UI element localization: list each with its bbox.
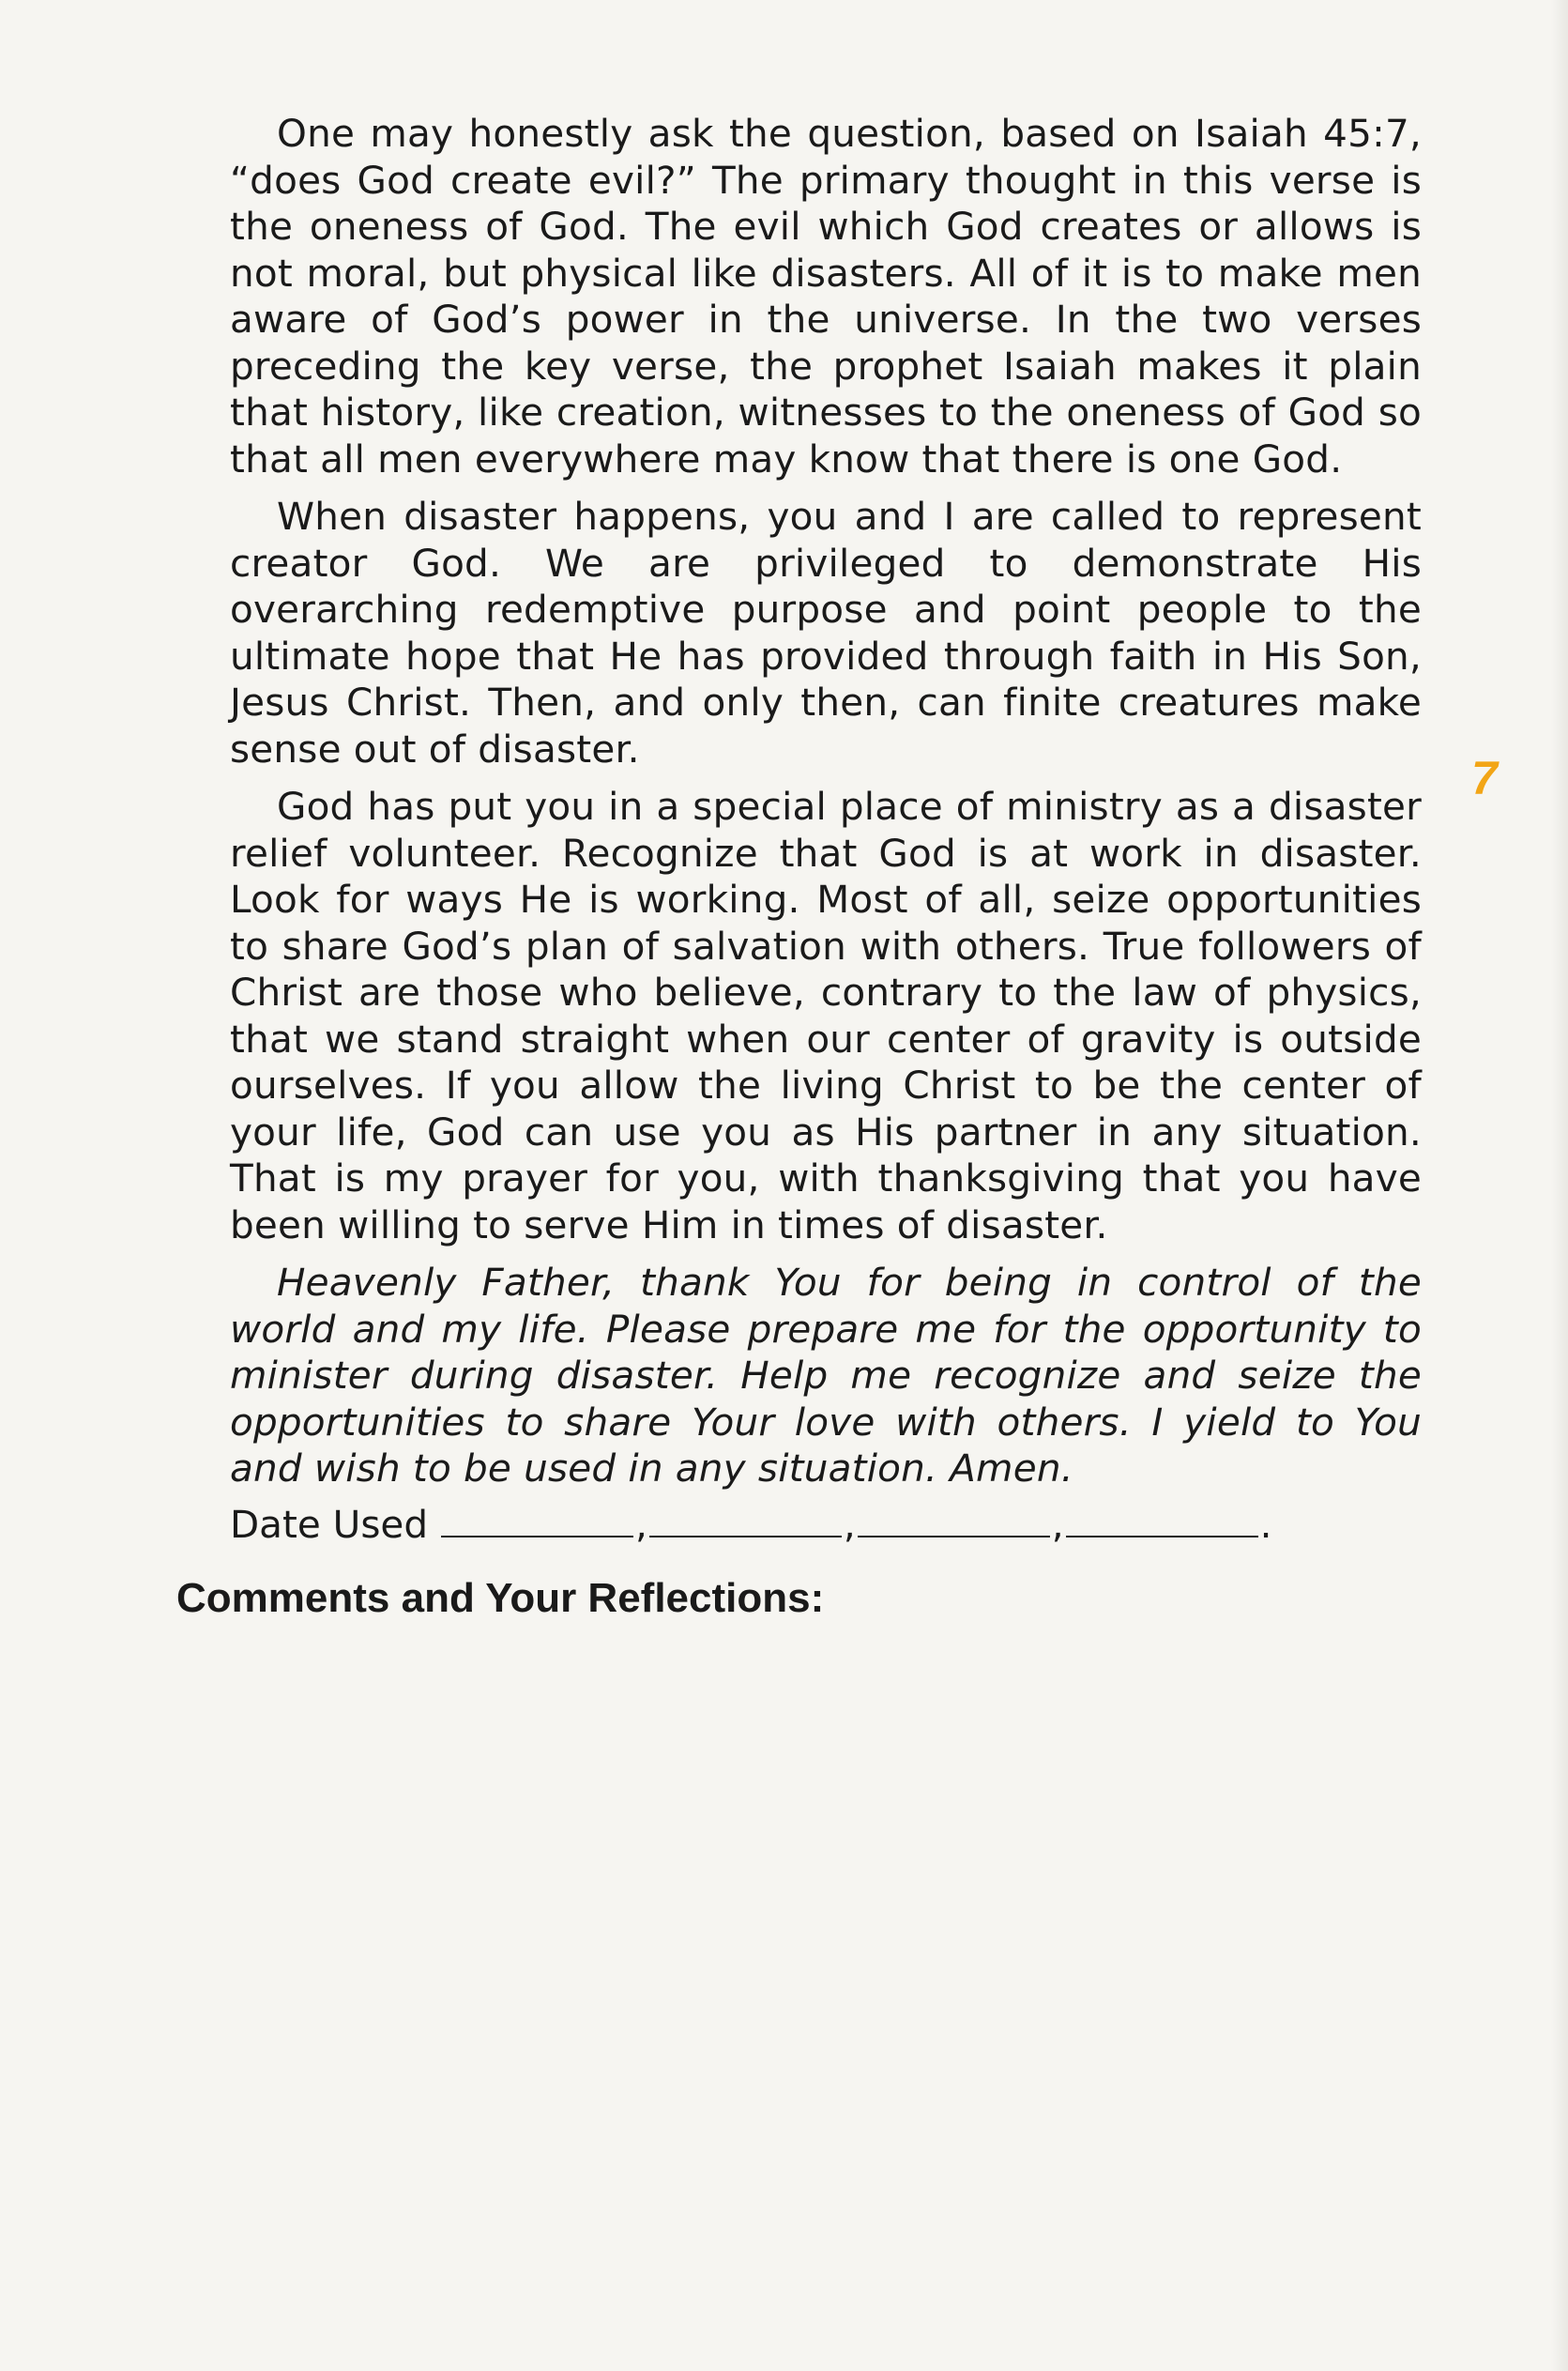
- page-tab-number: 7: [1471, 752, 1498, 804]
- date-end-period: .: [1259, 1501, 1272, 1547]
- paragraph-represent-creator: When disaster happens, you and I are called to represent creator God. We are privileged to demonstrate His overarching redemptive purpose and point people to the ultimate hope that He has provided through faith in His Son, Jesus Christ. Then, and only then, can finite creatures make sense out of disaster.: [230, 494, 1422, 772]
- devotional-text: [230, 111, 1422, 1548]
- paragraph-isaiah: One may honestly ask the question, based on Isaiah 45:7, “does God create evil?” The primary thought in this verse is the oneness of God. The evil which God creates or allows is not moral, but physical like disasters. All of it is to make men aware of God’s power in the universe. In the two verses preceding the key verse, the prophet Isaiah makes it plain that history, like creation, witnesses to the oneness of God so that all men everywhere may know that there is one God.: [230, 111, 1422, 482]
- date-separator-3: ,: [1051, 1501, 1064, 1547]
- date-used-label: Date Used: [230, 1501, 429, 1547]
- prayer-paragraph: Heavenly Father, thank You for being in control of the world and my life. Please prepare me for the opportunity to minister during disaster. Help me recognize and seize the opportunities to share Your love with others. I yield to You and wish to be used in any situation. Amen.: [230, 1260, 1422, 1491]
- date-blank-1[interactable]: [441, 1500, 633, 1537]
- date-blank-4[interactable]: [1066, 1500, 1258, 1537]
- date-blank-2[interactable]: [649, 1500, 842, 1537]
- page-edge: [1551, 0, 1568, 2371]
- comments-heading: Comments and Your Reflections:: [176, 1575, 825, 1621]
- date-separator-2: ,: [843, 1501, 856, 1547]
- date-used-line: [230, 1500, 1422, 1549]
- date-blank-3[interactable]: [858, 1500, 1050, 1537]
- date-separator-1: ,: [635, 1501, 647, 1547]
- paragraph-ministry: God has put you in a special place of ministry as a disaster relief volunteer. Recognize that God is at work in disaster. Look for ways He is working. Most of all, seize opportunities to share God’s plan of salvation with others. True followers of Christ are those who believe, contrary to the law of physics, that we stand straight when our center of gravity is outside ourselves. If you allow the living Christ to be the center of your life, God can use you as His partner in any situation. That is my prayer for you, with thanksgiving that you have been willing to serve Him in times of disaster.: [230, 784, 1422, 1247]
